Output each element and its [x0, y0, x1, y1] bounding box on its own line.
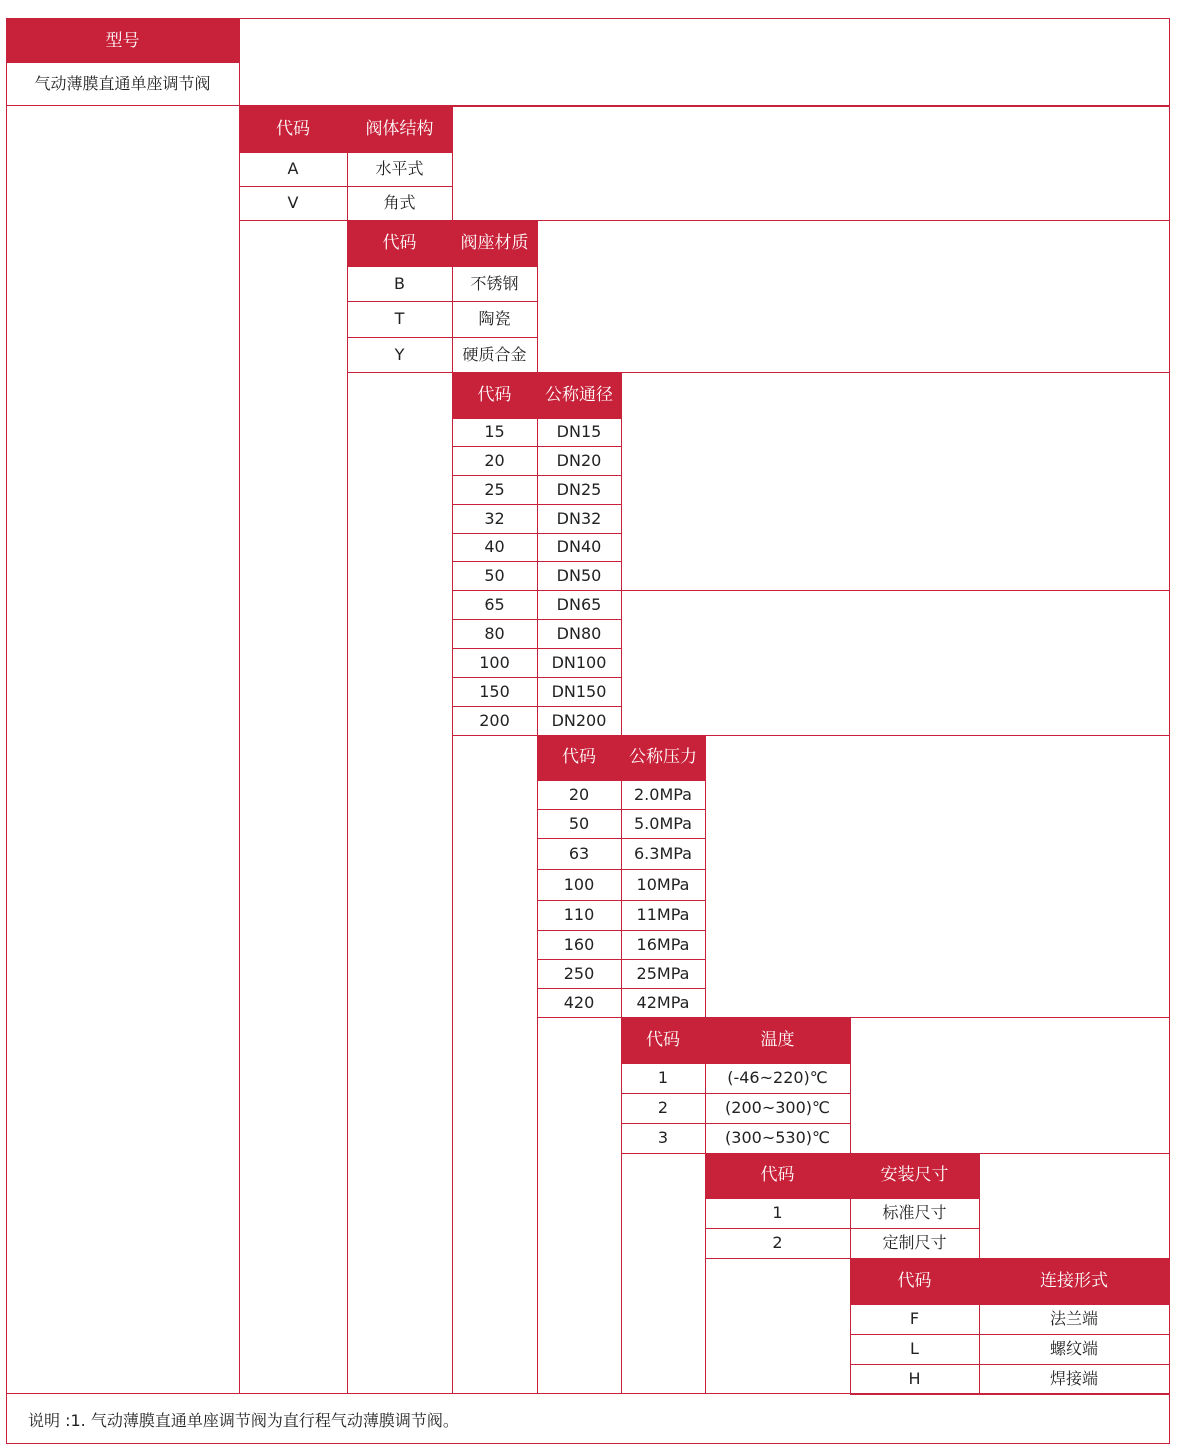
option-code: V	[287, 193, 299, 212]
grid-line	[347, 266, 538, 267]
grid-line	[347, 106, 348, 221]
grid-line	[239, 152, 453, 153]
code-header: 代码	[452, 372, 537, 418]
option-value: DN200	[551, 710, 607, 730]
option-code: 50	[484, 565, 505, 585]
option-value: 定制尺寸	[882, 1233, 947, 1252]
section-title: 公称压力	[621, 735, 705, 780]
option-value: 水平式	[375, 159, 424, 178]
code-header: 代码	[347, 220, 452, 266]
option-code: Y	[394, 344, 405, 364]
option-code: 100	[563, 874, 595, 894]
grid-line	[239, 106, 1170, 107]
option-code: A	[287, 159, 299, 178]
option-code: 3	[657, 1128, 669, 1147]
grid-line	[979, 1153, 980, 1259]
code-header: 代码	[537, 735, 621, 780]
option-code: 150	[479, 681, 510, 701]
grid-line	[979, 1258, 980, 1395]
option-value: 16MPa	[636, 934, 690, 954]
option-value: (-46~220)℃	[727, 1068, 828, 1087]
grid-line	[850, 1394, 1170, 1395]
grid-line	[850, 1364, 1170, 1365]
option-value: 11MPa	[636, 905, 690, 924]
option-code: 65	[484, 594, 505, 614]
code-header: 代码	[239, 106, 347, 152]
option-value: 标准尺寸	[882, 1203, 947, 1222]
grid-line	[452, 106, 453, 221]
grid-line	[850, 1304, 1170, 1305]
section-title: 公称通径	[537, 372, 621, 418]
grid-line	[705, 735, 706, 1018]
option-value: 25MPa	[636, 963, 690, 983]
code-header: 代码	[621, 1017, 705, 1063]
grid-line	[239, 18, 240, 107]
option-value: 不锈钢	[470, 273, 519, 293]
code-header: 代码	[850, 1258, 979, 1304]
grid-line	[537, 735, 1170, 736]
grid-line	[621, 1093, 851, 1094]
option-value: 42MPa	[636, 992, 690, 1012]
option-code: 420	[563, 992, 595, 1012]
option-code: 20	[568, 784, 590, 804]
option-code: 20	[484, 450, 505, 470]
option-value: 焊接端	[1049, 1369, 1098, 1388]
grid-line	[850, 1258, 1170, 1259]
option-code: 25	[484, 479, 505, 499]
grid-line	[621, 1063, 851, 1064]
grid-line	[621, 1017, 622, 1394]
option-value: 5.0MPa	[634, 813, 692, 833]
option-code: F	[909, 1309, 920, 1328]
option-code: 110	[563, 905, 595, 924]
option-code: 100	[479, 652, 510, 672]
grid-line	[347, 301, 538, 302]
option-code: 50	[568, 813, 590, 833]
option-code: L	[910, 1339, 919, 1358]
grid-line	[239, 186, 453, 187]
grid-line	[1169, 18, 1170, 1444]
option-value: (200~300)℃	[725, 1098, 830, 1117]
option-code: 40	[484, 537, 505, 556]
option-value: 6.3MPa	[634, 843, 692, 863]
grid-line	[705, 1228, 980, 1229]
grid-line	[347, 220, 1170, 221]
option-value: 10MPa	[636, 874, 690, 894]
option-code: 80	[484, 623, 505, 643]
section-title: 阀座材质	[452, 220, 537, 266]
grid-line	[621, 372, 622, 736]
grid-line	[705, 1017, 706, 1154]
option-value: DN65	[556, 594, 602, 614]
option-value: 法兰端	[1049, 1309, 1098, 1328]
option-value: DN32	[556, 508, 602, 528]
option-value: DN80	[556, 623, 602, 643]
option-code: 1	[772, 1203, 783, 1222]
model-header: 型号	[6, 19, 239, 63]
option-code: 2	[657, 1098, 669, 1117]
option-value: DN20	[556, 450, 602, 470]
grid-line	[621, 735, 622, 1018]
option-code: 200	[479, 710, 510, 730]
grid-line	[537, 220, 538, 373]
option-value: DN150	[551, 681, 607, 701]
option-code: 15	[484, 422, 505, 441]
option-code: 2	[772, 1233, 783, 1252]
footnote: 说明 :1. 气动薄膜直通单座调节阀为直行程气动薄膜调节阀。	[28, 1411, 459, 1430]
section-title: 安装尺寸	[850, 1153, 979, 1198]
option-code: 32	[484, 508, 505, 528]
grid-line	[705, 1153, 706, 1394]
grid-line	[621, 1123, 851, 1124]
grid-line	[621, 590, 1170, 591]
grid-line	[537, 735, 538, 1394]
option-code: B	[394, 273, 405, 293]
model-name: 气动薄膜直通单座调节阀	[34, 74, 211, 93]
option-value: DN50	[556, 565, 602, 585]
section-title: 连接形式	[979, 1258, 1169, 1304]
option-code: H	[908, 1369, 921, 1388]
grid-line	[705, 1198, 980, 1199]
option-value: DN100	[551, 652, 607, 672]
grid-line	[452, 372, 1170, 373]
grid-line	[347, 337, 538, 338]
option-value: 2.0MPa	[634, 784, 692, 804]
grid-line	[850, 1258, 851, 1394]
option-value: 陶瓷	[478, 309, 511, 328]
option-value: 硬质合金	[462, 344, 527, 364]
section-title: 阀体结构	[347, 106, 452, 152]
option-value: DN25	[556, 479, 602, 499]
option-code: 160	[563, 934, 595, 954]
grid-line	[239, 106, 240, 1394]
option-value: DN40	[556, 537, 602, 556]
option-value: (300~530)℃	[725, 1128, 830, 1147]
option-value: DN15	[556, 422, 602, 441]
grid-line	[452, 220, 453, 373]
grid-line	[6, 18, 7, 1444]
section-title: 温度	[705, 1017, 850, 1063]
grid-line	[452, 372, 453, 1394]
grid-line	[6, 18, 1170, 19]
grid-line	[621, 1017, 1170, 1018]
grid-line	[850, 1017, 851, 1154]
grid-line	[850, 1334, 1170, 1335]
option-value: 角式	[383, 193, 416, 212]
option-code: 250	[563, 963, 595, 983]
grid-line	[537, 372, 538, 736]
code-header: 代码	[705, 1153, 850, 1198]
option-value: 螺纹端	[1049, 1339, 1098, 1358]
grid-line	[6, 1443, 1170, 1444]
option-code: T	[394, 309, 405, 328]
grid-line	[705, 1153, 1170, 1154]
grid-line	[347, 220, 348, 1394]
option-code: 63	[568, 843, 590, 863]
option-code: 1	[657, 1068, 669, 1087]
grid-line	[850, 1153, 851, 1259]
